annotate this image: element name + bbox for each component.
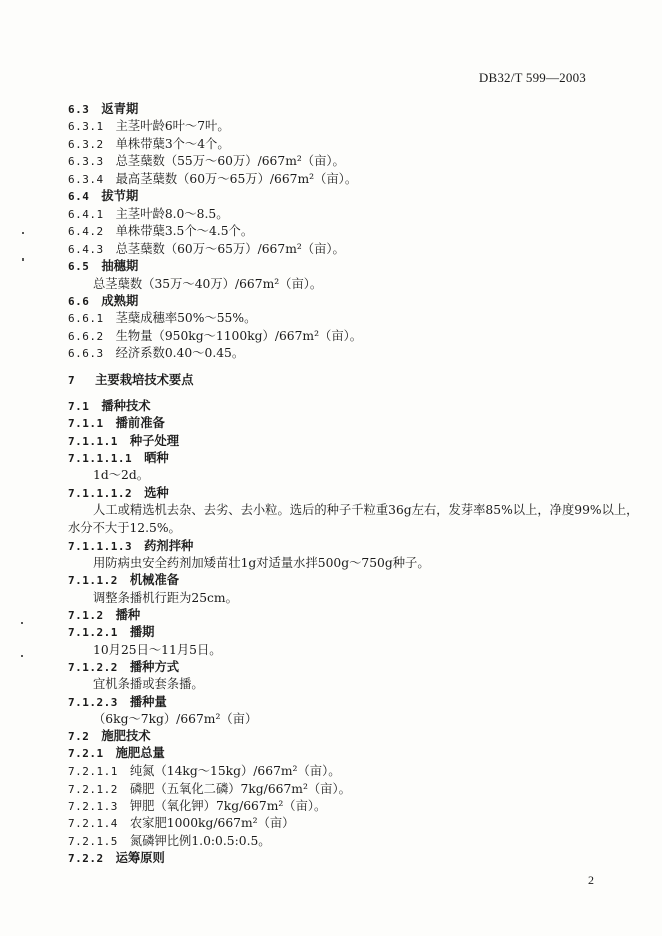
clause-text: 施肥总量 <box>115 745 165 760</box>
body-line <box>93 676 204 692</box>
clause-number: 7.2.1.3 <box>68 800 118 813</box>
clause-text: 播期 <box>129 624 155 639</box>
clause-text: 磷肥（五氧化二磷）7kg/667m²（亩）。 <box>129 782 351 796</box>
clause-text: 施肥技术 <box>101 728 151 743</box>
clause-text: 水分不大于12.5%。 <box>68 521 181 535</box>
clause-text: 播种 <box>115 607 141 622</box>
clause-number: 6.3.2 <box>68 138 104 151</box>
clause-number: 7.1 <box>68 400 90 413</box>
scan-speck <box>22 232 24 234</box>
clause-text: 钾肥（氧化钾）7kg/667m²（亩）。 <box>129 799 327 813</box>
clause-number: 6.3 <box>68 103 90 116</box>
clause-text: 总茎蘖数（55万～60万）/667m²（亩）。 <box>115 154 345 168</box>
section-heading <box>68 694 167 711</box>
body-line <box>68 153 345 170</box>
clause-number: 6.6.1 <box>68 312 104 325</box>
section-heading <box>68 293 138 310</box>
clause-text: 播种技术 <box>101 398 151 413</box>
body-line <box>68 206 229 223</box>
section-heading <box>68 433 179 450</box>
section-heading <box>68 258 138 275</box>
clause-number: 7.1.2.1 <box>68 626 118 639</box>
section-heading <box>68 572 179 589</box>
page-number: 2 <box>588 873 594 887</box>
clause-text: 拔节期 <box>101 188 139 203</box>
clause-text: 调整条播机行距为25cm。 <box>93 591 238 605</box>
clause-text: 纯氮（14kg～15kg）/667m²（亩）。 <box>129 764 341 778</box>
clause-text: 播种方式 <box>129 659 180 674</box>
body-line <box>68 763 341 780</box>
body-line <box>93 711 257 727</box>
body-line <box>93 555 430 571</box>
clause-text: 主茎叶龄8.0～8.5。 <box>115 207 229 221</box>
clause-text: 运筹原则 <box>115 850 165 865</box>
body-line <box>93 642 222 658</box>
clause-text: 10月25日～11月5日。 <box>93 643 222 657</box>
clause-number: 6.6 <box>68 295 90 308</box>
clause-text: 1d～2d。 <box>93 468 149 482</box>
clause-text: （6kg～7kg）/667m²（亩） <box>93 712 258 726</box>
body-line <box>68 345 244 362</box>
clause-text: 机械准备 <box>129 572 180 587</box>
clause-number: 6.4 <box>68 190 90 203</box>
clause-number: 7.1.1.1.2 <box>68 487 133 500</box>
section-heading <box>68 372 194 389</box>
clause-text: 播前准备 <box>115 415 165 430</box>
body-line <box>68 136 230 153</box>
body-line <box>68 815 294 832</box>
section-heading <box>68 485 169 502</box>
clause-number: 6.6.3 <box>68 347 104 360</box>
body-line <box>68 241 345 258</box>
clause-number: 6.3.1 <box>68 120 104 133</box>
clause-number: 7.2.1.5 <box>68 835 118 848</box>
clause-number: 6.4.1 <box>68 208 104 221</box>
body-line <box>68 328 362 345</box>
body-line <box>68 781 351 798</box>
clause-text: 生物量（950kg～1100kg）/667m²（亩）。 <box>115 329 363 343</box>
clause-number: 7 <box>68 374 76 387</box>
clause-text: 药剂拌种 <box>144 538 194 553</box>
section-heading <box>68 538 193 555</box>
clause-text: 播种量 <box>129 694 167 709</box>
clause-number: 7.1.2.2 <box>68 661 118 674</box>
clause-number: 7.1.1.1.3 <box>68 540 133 553</box>
body-line <box>68 798 326 815</box>
clause-text: 总茎蘖数（35万～40万）/667m²（亩）。 <box>93 277 323 291</box>
section-heading <box>68 659 179 676</box>
clause-text: 选种 <box>144 485 169 500</box>
clause-text: 抽穗期 <box>101 258 139 273</box>
clause-number: 6.4.3 <box>68 243 104 256</box>
clause-number: 7.1.1 <box>68 417 104 430</box>
body-line <box>68 223 253 240</box>
clause-text: 用防病虫安全药剂加矮苗壮1g对适量水拌500g～750g种子。 <box>93 556 430 570</box>
clause-text: 返青期 <box>101 101 139 116</box>
clause-number: 7.1.2 <box>68 609 104 622</box>
section-heading <box>68 398 151 415</box>
clause-number: 7.2.2 <box>68 852 104 865</box>
section-heading <box>68 415 165 432</box>
section-heading <box>68 188 138 205</box>
body-line <box>93 467 149 483</box>
body-line <box>68 833 271 850</box>
body-line <box>93 276 322 292</box>
clause-text: 最高茎蘖数（60万～65万）/667m²（亩）。 <box>115 172 358 186</box>
section-heading <box>68 728 151 745</box>
clause-number: 7.1.1.1.1 <box>68 452 133 465</box>
clause-text: 单株带蘖3.5个～4.5个。 <box>115 224 254 238</box>
section-heading <box>68 450 169 467</box>
section-heading <box>68 607 140 624</box>
clause-number: 7.1.1.2 <box>68 574 118 587</box>
clause-number: 7.2 <box>68 730 90 743</box>
body-line <box>68 310 256 327</box>
clause-text: 成熟期 <box>101 293 139 308</box>
body-line <box>93 502 638 518</box>
clause-text: 经济系数0.40～0.45。 <box>115 346 245 360</box>
clause-number: 6.3.3 <box>68 155 104 168</box>
clause-number: 6.6.2 <box>68 330 104 343</box>
clause-text: 茎蘖成穗率50%～55%。 <box>115 311 257 325</box>
document-code: DB32/T 599—2003 <box>478 70 586 85</box>
clause-number: 6.4.2 <box>68 225 104 238</box>
clause-number: 7.2.1.4 <box>68 817 118 830</box>
scan-speck <box>21 622 23 624</box>
clause-text: 氮磷钾比例1.0:0.5:0.5。 <box>129 834 271 848</box>
section-heading <box>68 850 165 867</box>
section-heading <box>68 745 165 762</box>
clause-text: 农家肥1000kg/667m²（亩） <box>129 816 295 830</box>
clause-text: 人工或精选机去杂、去劣、去小粒。选后的种子千粒重36g左右，发芽率85%以上，净度99%以上， <box>93 503 639 517</box>
section-heading <box>68 624 154 641</box>
clause-number: 7.2.1.2 <box>68 783 118 796</box>
section-heading <box>68 101 138 118</box>
scan-speck <box>21 655 23 657</box>
clause-text: 宜机条播或套条播。 <box>93 677 204 691</box>
clause-text: 主茎叶龄6叶～7叶。 <box>115 119 230 133</box>
body-line <box>68 171 357 188</box>
clause-text: 主要栽培技术要点 <box>95 372 194 387</box>
body-line <box>93 590 238 606</box>
body-line <box>68 520 181 536</box>
clause-text: 晒种 <box>144 450 169 465</box>
body-line <box>68 118 230 135</box>
clause-number: 7.1.1.1 <box>68 435 118 448</box>
clause-number: 7.2.1.1 <box>68 765 118 778</box>
clause-number: 7.1.2.3 <box>68 696 118 709</box>
clause-number: 6.5 <box>68 260 90 273</box>
clause-text: 总茎蘖数（60万～65万）/667m²（亩）。 <box>115 242 345 256</box>
clause-number: 7.2.1 <box>68 747 104 760</box>
clause-text: 单株带蘖3个～4个。 <box>115 137 230 151</box>
scan-speck <box>22 258 24 261</box>
clause-number: 6.3.4 <box>68 173 104 186</box>
clause-text: 种子处理 <box>129 433 180 448</box>
